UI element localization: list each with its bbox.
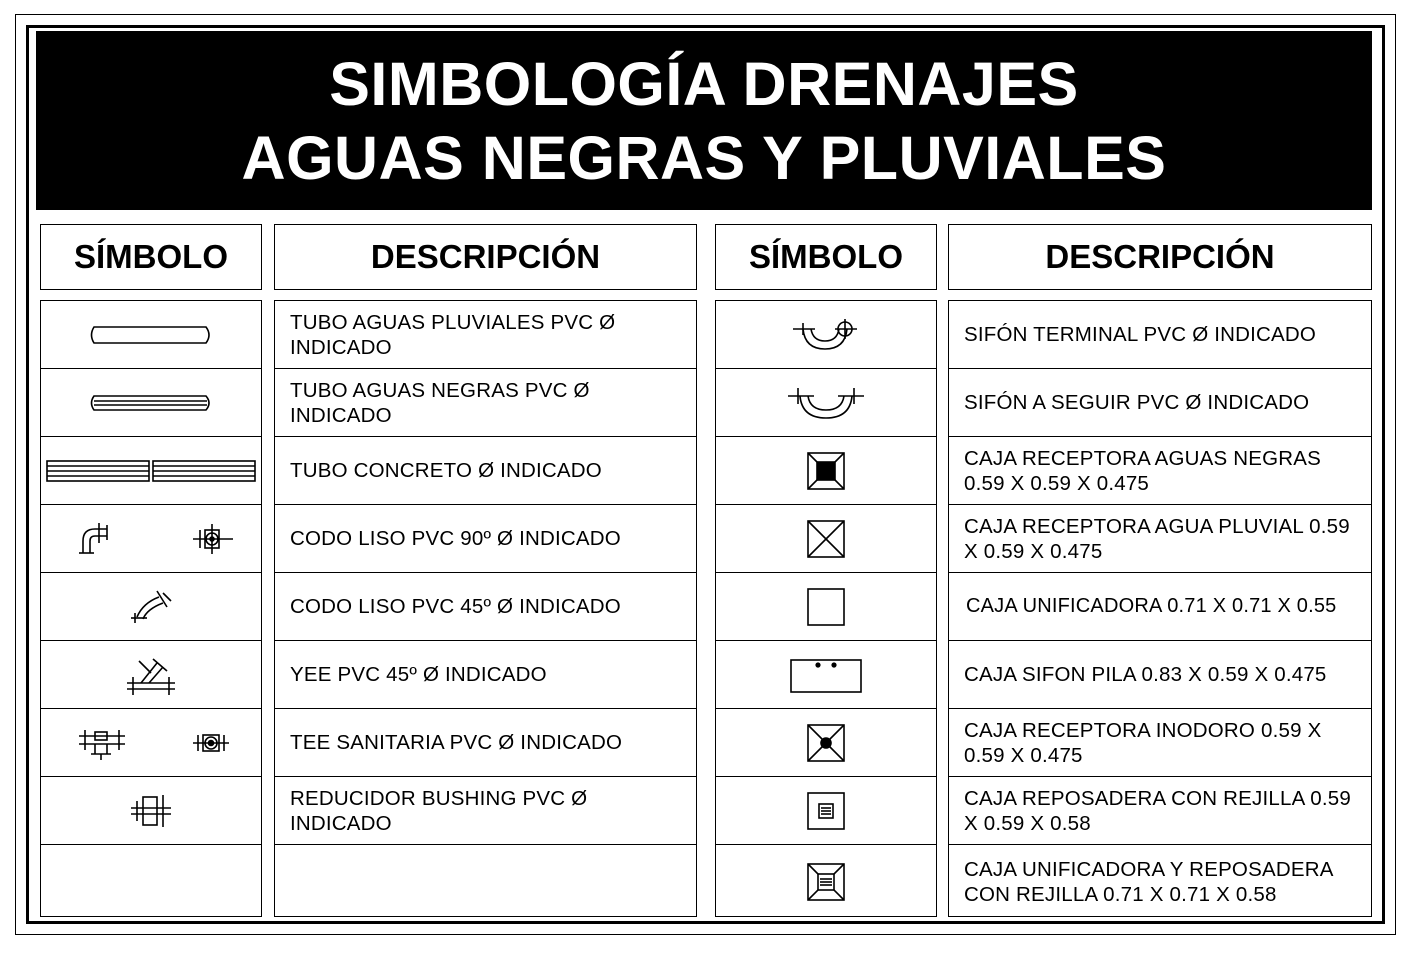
description-cell: TUBO AGUAS PLUVIALES PVC Ø INDICADO	[275, 301, 696, 369]
right-symbol-header: SÍMBOLO	[715, 224, 937, 290]
description-cell: CODO LISO PVC 45º Ø INDICADO	[275, 573, 696, 641]
description-cell: REDUCIDOR BUSHING PVC Ø INDICADO	[275, 777, 696, 845]
description-cell: YEE PVC 45º Ø INDICADO	[275, 641, 696, 709]
symbol-cell	[41, 641, 261, 709]
symbol-cell	[41, 505, 261, 573]
symbol-cell	[716, 369, 936, 437]
description-cell: CAJA UNIFICADORA Y REPOSADERA CON REJILLA 0.71 X 0.71 X 0.58	[964, 857, 1333, 906]
elbow-90-icon	[77, 519, 117, 559]
description-cell: CAJA SIFON PILA 0.83 X 0.59 X 0.475	[949, 641, 1371, 709]
description-cell: CAJA RECEPTORA AGUA PLUVIAL 0.59 X 0.59 X 0.475	[949, 505, 1371, 573]
pvc-rain-pipe-icon	[86, 323, 216, 347]
symbol-cell	[716, 845, 936, 918]
description-cell: CAJA UNIFICADORA 0.71 X 0.71 X 0.55	[949, 573, 1371, 641]
symbol-cell	[716, 641, 936, 709]
description-cell: TUBO AGUAS NEGRAS PVC Ø INDICADO	[275, 369, 696, 437]
terminal-trap-icon	[791, 315, 861, 355]
right-description-column	[948, 300, 1372, 917]
description-cell: CODO LISO PVC 90º Ø INDICADO	[275, 505, 696, 573]
symbol-cell	[41, 709, 261, 777]
elbow-90-plan-icon	[191, 522, 235, 556]
reducer-bushing-icon	[129, 791, 173, 831]
description-cell: CAJA RECEPTORA INODORO 0.59 X 0.59 X 0.475	[949, 709, 1371, 777]
symbol-cell	[716, 301, 936, 369]
description-cell-empty	[275, 845, 696, 918]
unifying-grate-box-icon	[806, 862, 846, 902]
title-banner	[36, 31, 1372, 210]
sewage-box-icon	[806, 451, 846, 491]
description-cell: SIFÓN A SEGUIR PVC Ø INDICADO	[949, 369, 1371, 437]
title-line-2: AGUAS NEGRAS Y PLUVIALES	[241, 123, 1167, 192]
left-symbol-column	[40, 300, 262, 917]
symbol-cell	[41, 369, 261, 437]
pvc-sewage-pipe-icon	[86, 392, 216, 414]
description-cell: TUBO CONCRETO Ø INDICADO	[275, 437, 696, 505]
symbol-cell	[716, 709, 936, 777]
symbol-cell	[41, 301, 261, 369]
symbol-cell	[716, 505, 936, 573]
symbol-cell	[716, 777, 936, 845]
right-description-header: DESCRIPCIÓN	[948, 224, 1372, 290]
sink-trap-box-icon	[789, 656, 863, 694]
right-symbol-column	[715, 300, 937, 917]
continuing-trap-icon	[786, 382, 866, 424]
symbol-cell	[41, 437, 261, 505]
elbow-45-icon	[129, 587, 173, 627]
symbol-cell	[41, 573, 261, 641]
toilet-box-icon	[806, 723, 846, 763]
description-cell: SIFÓN TERMINAL PVC Ø INDICADO	[949, 301, 1371, 369]
symbol-cell	[716, 573, 936, 641]
symbol-cell-empty	[41, 845, 261, 918]
left-symbol-header: SÍMBOLO	[40, 224, 262, 290]
grate-box-icon	[806, 791, 846, 831]
left-description-column	[274, 300, 697, 917]
symbol-cell	[41, 777, 261, 845]
unifying-box-icon	[806, 587, 846, 627]
sanitary-tee-plan-icon	[191, 728, 231, 758]
sanitary-tee-icon	[77, 724, 127, 762]
description-cell: TEE SANITARIA PVC Ø INDICADO	[275, 709, 696, 777]
wye-45-icon	[123, 653, 179, 697]
rain-box-icon	[806, 519, 846, 559]
title-line-1: SIMBOLOGÍA DRENAJES	[329, 49, 1079, 118]
left-description-header: DESCRIPCIÓN	[274, 224, 697, 290]
symbol-cell	[716, 437, 936, 505]
description-cell: CAJA RECEPTORA AGUAS NEGRAS 0.59 X 0.59 X 0.475	[949, 437, 1371, 505]
concrete-pipe-icon	[45, 459, 257, 483]
description-cell: CAJA REPOSADERA CON REJILLA 0.59 X 0.59 X 0.58	[949, 777, 1371, 845]
